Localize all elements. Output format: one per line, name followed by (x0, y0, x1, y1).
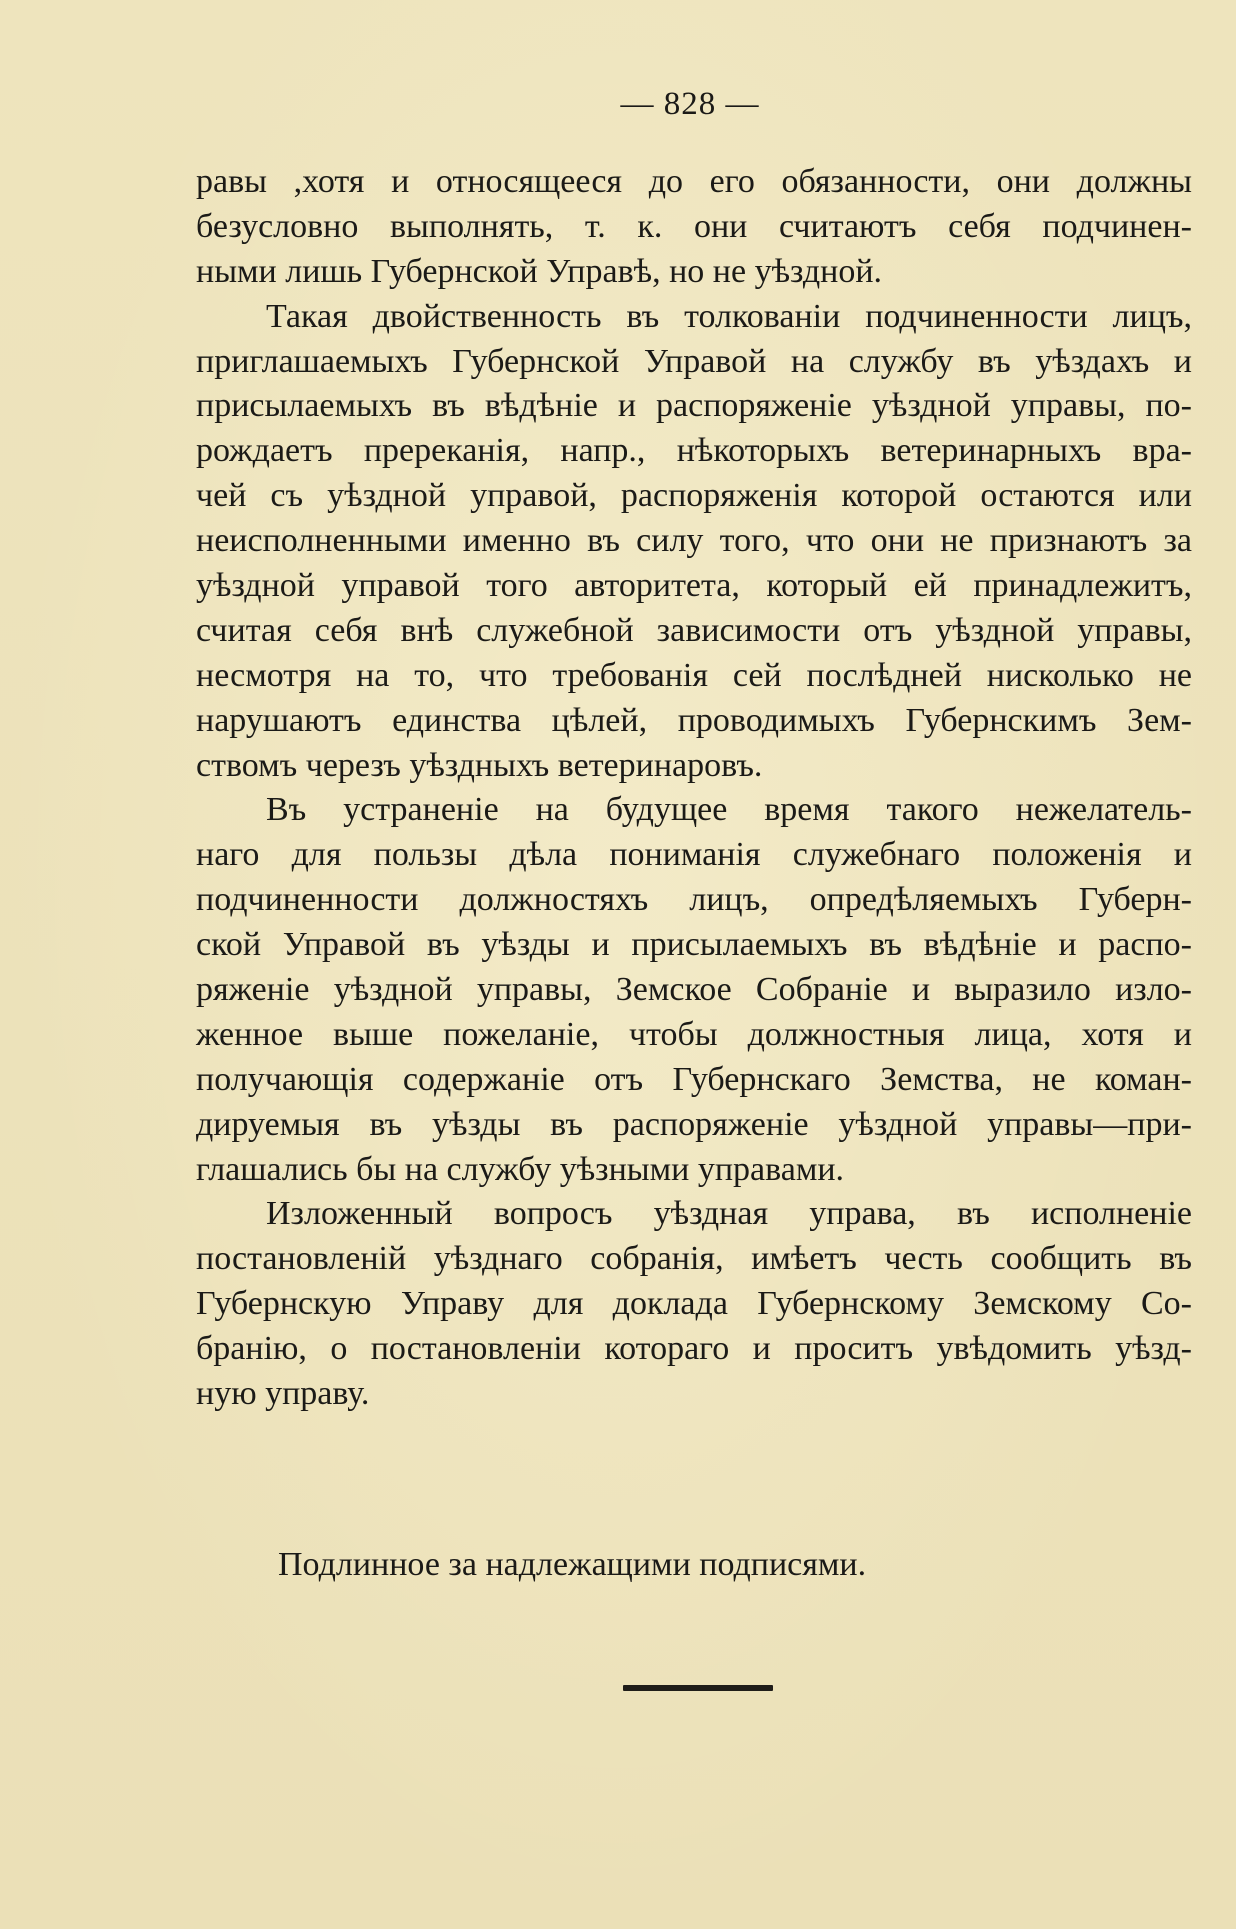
paragraph-1 (196, 160, 1192, 295)
signature-note: Подлинное за надлежащими подписями. (278, 1546, 867, 1583)
text-line: Такая двойственность въ толкованіи подчиненности лицъ, (266, 297, 1192, 335)
text-line: чей съ уѣздной управой, распоряженія которой остаются или (196, 477, 1192, 515)
text-line: дируемыя въ уѣзды въ распоряженіе уѣздной управы—при- (196, 1105, 1192, 1143)
text-line: женное выше пожеланіе, чтобы должностныя лица, хотя и (196, 1015, 1192, 1053)
text-line: Губернскую Управу для доклада Губернскому Земскому Со- (196, 1285, 1192, 1323)
text-line: присылаемыхъ въ вѣдѣніе и распоряженіе уѣздной управы, по- (196, 387, 1192, 425)
text-line: несмотря на то, что требованія сей послѣдней нисколько не (196, 656, 1192, 694)
text-line: бранію, о постановленіи котораго и проситъ увѣдомить уѣзд- (196, 1330, 1192, 1368)
text-line: ными лишь Губернской Управѣ, но не уѣздной. (196, 252, 883, 290)
page-number: — 828 — (620, 86, 760, 122)
paragraph-2 (196, 295, 1192, 789)
text-line: приглашаемыхъ Губернской Управой на службу въ уѣздахъ и (196, 342, 1192, 380)
text-line: считая себя внѣ служебной зависимости отъ уѣздной управы, (196, 611, 1192, 649)
text-line: ряженіе уѣздной управы, Земское Собраніе и выразило изло- (196, 971, 1192, 1009)
paragraph-4 (196, 1192, 1192, 1416)
closing-rule (623, 1685, 773, 1691)
text-line: ской Управой въ уѣзды и присылаемыхъ въ вѣдѣніе и распо- (196, 926, 1192, 964)
text-line: наго для пользы дѣла пониманія служебнаго положенія и (196, 836, 1192, 874)
text-line: неисполненными именно въ силу того, что они не признаютъ за (196, 522, 1192, 560)
text-line: подчиненности должностяхъ лицъ, опредѣляемыхъ Губерн- (196, 881, 1192, 919)
text-line: Изложенный вопросъ уѣздная управа, въ исполненіе (266, 1195, 1192, 1233)
text-line: безусловно выполнять, т. к. они считаютъ себя подчинен- (196, 207, 1192, 245)
text-line: нарушаютъ единства цѣлей, проводимыхъ Губернскимъ Зем- (196, 701, 1192, 739)
text-line: получающія содержаніе отъ Губернскаго Земства, не коман- (196, 1060, 1192, 1098)
text-line: ную управу. (196, 1375, 370, 1413)
text-line: уѣздной управой того авторитета, который ей принадлежитъ, (196, 567, 1192, 605)
text-line: глашались бы на службу уѣзными управами. (196, 1150, 845, 1188)
text-line: Въ устраненіе на будущее время такого нежелатель- (266, 791, 1192, 829)
paragraph-3 (196, 788, 1192, 1192)
text-line: равы ,хотя и относящееся до его обязанности, они должны (196, 163, 1192, 200)
body-text (196, 160, 1192, 1417)
text-line: постановленій уѣзднаго собранія, имѣетъ честь сообщить въ (196, 1240, 1192, 1278)
text-line: рождаетъ пререканія, напр., нѣкоторыхъ ветеринарныхъ вра- (196, 432, 1192, 470)
text-line: ствомъ черезъ уѣздныхъ ветеринаровъ. (196, 746, 763, 784)
